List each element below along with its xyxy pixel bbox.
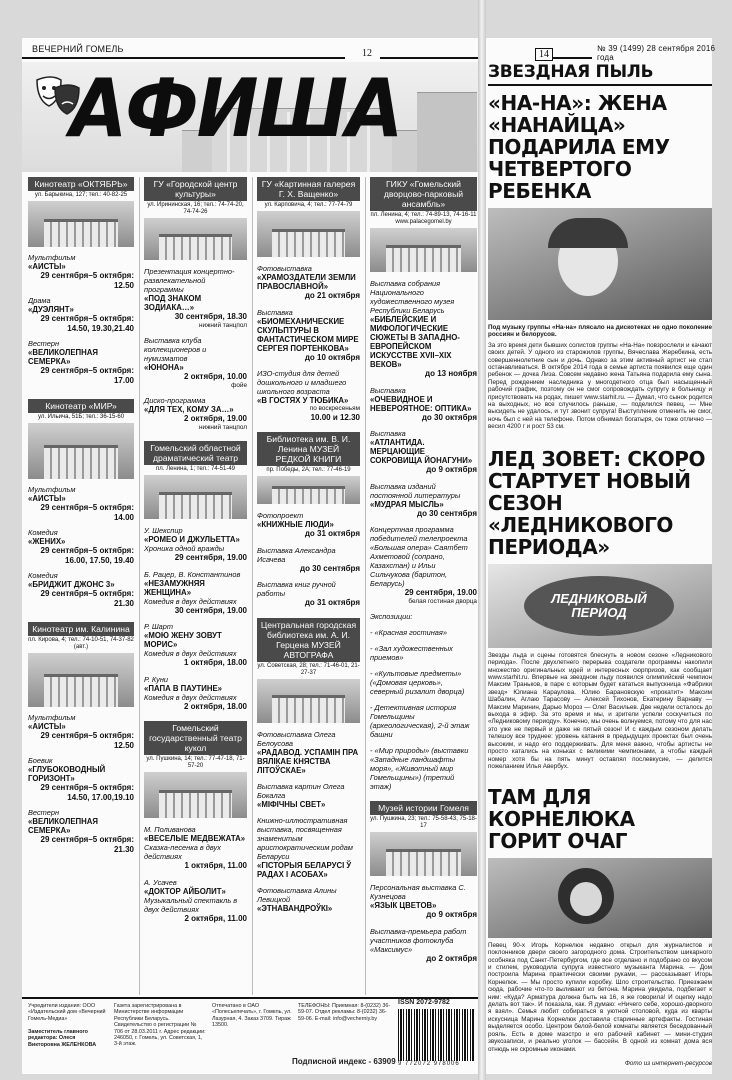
venue-address: ул. Пушкина, 14; тел.: 77-47-18, 71-57-20 — [146, 756, 245, 769]
exposition-item: - «Культовые предметы» («Домовая церковь», северный ризалит дворца) — [370, 669, 465, 696]
issn: ISSN 2072-9782 — [398, 999, 450, 1006]
venue-header: Гомельский областной драматический театр — [144, 441, 247, 465]
right-page — [488, 62, 712, 1067]
event: Б. Рацер, В. Константинов «НЕЗАМУЖНЯЯ ЖЕНЩИНА» Комедия в двух действиях 30 сентября, 19.00 — [144, 569, 247, 615]
event: Р. Куни «ПАПА В ПАУТИНЕ» Комедия в двух действиях 2 октября, 18.00 — [144, 674, 247, 711]
event: Выставка Александра Исачева до 30 сентября — [257, 545, 360, 573]
event: Комедия «БРИДЖИТ ДЖОНС 3» 29 сентября–5 октября: 21.30 — [28, 571, 134, 608]
event: Вестерн «ВЕЛИКОЛЕПНАЯ СЕМЕРКА» 29 сентября–5 октября: 21.30 — [28, 808, 134, 854]
event: Мультфильм «АИСТЫ» 29 сентября–5 октября: 12.50 — [28, 253, 134, 290]
event: Р. Шарт «МОЮ ЖЕНУ ЗОВУТ МОРИС» Комедия в двух действиях 1 октября, 18.00 — [144, 622, 247, 667]
event: У. Шекспир «РОМЕО И ДЖУЛЬЕТТА» Хроника одной вражды 29 сентября, 19.00 — [144, 526, 247, 562]
header-rule-left — [22, 57, 345, 59]
venue-header: Центральная городская библиотека им. А. И. Герцена МУЗЕЙ АВТОГРАФА — [257, 618, 360, 662]
article-headline: «НА-НА»: ЖЕНА «НАНАЙЦА» ПОДАРИЛА ЕМУ ЧЕТВЕРТОГО РЕБЕНКА — [488, 91, 670, 203]
venue-address: ул. Карповича, 4; тел.: 77-74-79 — [264, 202, 353, 208]
event: Выставка собрания Национального художественного музея Республики Беларусь «БИБЛЕЙСКИЕ И МИФОЛОГИЧЕСКИЕ СЮЖЕТЫ В ЗАПАДНО-ЕВРОПЕЙСКОМ ИСКУССТВЕ XVII–XIX ВЕКОВ» до 13 ноября — [370, 279, 477, 378]
barcode-icon — [398, 1009, 474, 1061]
venue-photo — [257, 211, 360, 257]
event: Мультфильм «АИСТЫ» 29 сентября–5 октября: 12.50 — [28, 713, 134, 750]
rubric-title: ЗВЕЗДНАЯ ПЫЛЬ — [488, 62, 654, 82]
photo-caption: Под музыку группы «На-на» плясало на дискотеках не одно поколение россиян и белорусов. — [488, 324, 712, 339]
article-headline: ТАМ ДЛЯ КОРНЕЛЮКА ГОРИТ ОЧАГ — [488, 784, 635, 853]
founders: Учредители издания: ООО «Издательский дом «Вечерний Гомель-Медиа» — [28, 1003, 106, 1022]
venue-photo — [28, 201, 134, 247]
venue-address: пл. Ленина, 4; тел.: 74-89-13, 74-16-11 www.palacegomel.by — [370, 212, 477, 225]
venue-header: Музей истории Гомеля — [370, 801, 477, 815]
venue-photo — [257, 679, 360, 723]
show-logo — [488, 564, 712, 648]
venue-photo — [144, 218, 247, 260]
exposition-item: - «Мир природы» (выставки «Западные ландшафты моря», «Животный мир Гомельщины») (третий этаж) — [370, 746, 469, 791]
venue-photo — [370, 228, 477, 272]
event: Комедия «ЖЕНИХ» 29 сентября–5 октября: 16.00, 17.50, 19.40 — [28, 528, 134, 565]
article-body: За это время дети бывших солистов группы «На-На» повзрослели и качают своих детей. У одного из старожилов группы, Вячеслава Жеребкина, есть совершеннолетние сын и дочь. Однако за этим активный артист не стал останавливаться. В октябре 2014 года в семье артиста появился еще один ребенок — дочка Лиза. Совсем недавно жена Татьяна подарила ему сына. Перед рождением наследника у многодетного отца был насыщенный рабочий график, поэтому он не смог сопровождать супругу в больницу и присутствовать на родах, пишет www.starhit.ru. — Думал, что сынок родится на выходных, но все случилось раньше, — поделился певец. — Мне высидеть не удалось, и тут звонит супруга! Выступление отменить не смог, ночь был с ней на телефоне. Потом обнимал богатыря, он тоже отлично — весил 4200 г и рост 53 см. — [488, 341, 712, 431]
print-info: Отпечатано в ОАО «Полесьепечать», г. Гомель, ул. Лазурная, 4. Заказ 3709. Тираж 13500. — [212, 1003, 292, 1029]
expositions-label: Экспозиции: — [370, 612, 413, 621]
venue-address: пл. Кирова, 4; тел.: 74-10-51, 74-37-82 (авт.) — [28, 637, 134, 650]
registration: Газета зарегистрирована в Министерстве информации Республики Беларусь. Свидетельство о регистрации № 706 от 28.03.2011 г. Адрес редакции: 246050, г. Гомель, ул. Советская, 1, 3-й этаж. — [114, 1003, 206, 1048]
event: Выставка клуба коллекционеров и нумизматов «ЮНОНА» 2 октября, 10.00 фойе — [144, 336, 247, 389]
event: Фотовыставка Олега Белоусова «РАДАВОД. УСПАМІН ПРА ВЯЛІКАЕ КНЯСТВА ЛІТОЎСКАЕ» — [257, 729, 359, 775]
singer-photo — [488, 208, 712, 320]
event: А. Усачев «ДОКТОР АЙБОЛИТ» Музыкальный спектакль в двух действиях 2 октября, 11.00 — [144, 877, 247, 923]
event: Фотопроект «КНИЖНЫЕ ЛЮДИ» до 31 октября — [257, 511, 360, 538]
exposition-item: - «Красная гостиная» — [370, 628, 447, 637]
event: М. Поливанова «ВЕСЕЛЫЕ МЕДВЕЖАТА» Сказка-песенка в двух действиях 1 октября, 11.00 — [144, 825, 247, 870]
event: Книжно-иллюстративная выставка, посвященная знаменитым аристократическим родам Беларуси «ГІСТОРЫЯ БЕЛАРУСІ Ў РАДАХ І АСОБАХ» — [257, 815, 353, 879]
event: Персональная выставка С. Кузнецова «ЯЗЫК ЦВЕТОВ» до 9 октября — [370, 883, 477, 919]
column-gallery-library — [252, 177, 360, 995]
event: Выставка изданий постоянной литературы «МУДРАЯ МЫСЛЬ» до 30 сентября — [370, 481, 477, 518]
phones: ТЕЛЕФОНЫ: Приемная: 8-(0232) 36-59-07. Отдел рекламы: 8-(0232) 36-59-06. E-mail: info@vecherniy.by — [298, 1003, 391, 1022]
venue-header: Кинотеатр им. Калинина — [28, 622, 134, 636]
listings-grid — [22, 177, 478, 995]
deputy-editor: Заместитель главного редактора: Олеся Викторовна ЖЕЛЕНКОВА — [28, 1029, 97, 1048]
venue-header: Библиотека им. В. И. Ленина МУЗЕЙ РЕДКОЙ КНИГИ — [257, 432, 360, 466]
venue-photo — [28, 423, 134, 479]
event: Фотовыставка Алины Левицкой «ЭТНАВАНДРОЎКІ» — [257, 885, 337, 913]
event: Выставка картин Олега Бокалга «МІФІЧНЫ СВЕТ» — [257, 781, 345, 809]
exposition-item: - «Зал художественных приемов» — [370, 644, 453, 662]
subscription-index: Подписной индекс - 63909 — [292, 1057, 396, 1066]
event: Боевик «ГЛУБОКОВОДНЫЙ ГОРИЗОНТ» 29 сентября–5 октября: 14.50, 17.00,19.10 — [28, 756, 134, 802]
venue-header: Гомельский государственный театр кукол — [144, 721, 247, 755]
venue-address: ул. Пушкина, 23; тел.: 75-58-43, 75-18-17 — [370, 816, 477, 829]
event: Выставка книг ручной работы до 31 октября — [257, 580, 360, 607]
event: Драма «ДУЭЛЯНТ» 29 сентября–5 октября: 14.50, 19.30,21.40 — [28, 296, 134, 333]
page-number-right: 14 — [535, 48, 553, 61]
article-headline: ЛЕД ЗОВЕТ: СКОРО СТАРТУЕТ НОВЫЙ СЕЗОН «ЛЕДНИКОВОГО ПЕРИОДА» — [488, 446, 706, 559]
event: Концертная программа победителей телепроекта «Большая опера» Саятбет Ахметовой (сопрано, Казахстан) и Ильи Сильчукова (баритон, Беларусь) 29 сентября, 19.00 белая гостиная дворца — [370, 525, 477, 605]
photo-credit: Фото из интернет-ресурсов — [624, 1059, 712, 1067]
venue-header: ГУ «Картинная галерея Г. Х. Ващенко» — [257, 177, 360, 201]
event: Вестерн «ВЕЛИКОЛЕПНАЯ СЕМЕРКА» 29 сентября–5 октября: 17.00 — [28, 339, 134, 385]
event: ИЗО-студия для детей дошкольного и младшего школьного возраста «В ГОСТЯХ У ТЮБИКА» по воскресеньям 10.00 и 12.30 — [257, 369, 360, 422]
page-number-left: 12 — [362, 48, 372, 59]
event: Выставка «ОЧЕВИДНОЕ И НЕВЕРОЯТНОЕ: ОПТИКА» до 30 октября — [370, 385, 477, 422]
event: Выставка-премьера работ участников фотоклуба «Максимус» до 2 октября — [370, 926, 477, 963]
event: Диско-программа «ДЛЯ ТЕХ, КОМУ ЗА…» 2 октября, 19.00 нижний танцпол — [144, 396, 247, 431]
imprint-footer — [22, 997, 478, 1073]
venue-header: ГУ «Городской центр культуры» — [144, 177, 247, 201]
article-body: Певец 90-х Игорь Корнелюк недавно открыл для журналистов и поклонников двери своего загородного дома. Строительством шикарного особняка под Санкт-Петербургом, где все отделано и подобрано со вкусом и стилем, руководила супруга известного музыканта Марина. — Дом построила Марина практически своими руками, — рассказывает Игорь Корнелюк. — Мы просто купили коробку. Шло строительство. Приезжаем сюда, рабочие что-то выливают из бетона. Марина увидела, подбегает к ним: «Куда? Арматура должна быть на 16, я же говорила! И оцепку надо делать вот так». И показала, как. Я думаю: «Ничего себе, хорошо-дворного я взял». Семья любит собираться в уютной столовой, куда из кварты искусница Марина Корнелюк доставила старинные артефакты. Гостиная выделяется особо. Центром белой-белой комнаты является беседованный рояль. Есть в доме маэстро и его рабочий кабинет — мини-студия звукозаписи, и реально уголок — бассейн. В одной из комнат дома вся отнюдь не скромные иконами. — [488, 941, 712, 1053]
column-palace-museum — [365, 177, 477, 995]
venue-address: ул. Барыкина, 127; тел.: 40-82-25 — [34, 192, 128, 198]
venue-header: Кинотеатр «МИР» — [28, 399, 134, 413]
barcode-number: 9 772072 978006 — [398, 1061, 460, 1067]
venue-photo — [144, 475, 247, 519]
masthead-left: ВЕЧЕРНИЙ ГОМЕЛЬ — [32, 44, 124, 54]
header-rule-right — [552, 57, 592, 59]
venue-header: ГИКУ «Гомельский дворцово-парковый ансамбль» — [370, 177, 477, 211]
issue-info: № 39 (1499) 28 сентября 2016 года — [597, 44, 716, 62]
column-cinemas — [28, 177, 134, 995]
venue-header: Кинотеатр «ОКТЯБРЬ» — [28, 177, 134, 191]
venue-address: ул. Советская, 28; тел.: 71-46-01, 21-27-37 — [257, 662, 360, 676]
rubric-rule — [488, 84, 712, 86]
event: Презентация концертно-развлекательной программы «ПОД ЗНАКОМ ЗОДИАКА…» 30 сентября, 18.30 нижний танцпол — [144, 267, 247, 329]
show-logo-text: ЛЕДНИКОВЫЙ ПЕРИОД — [524, 576, 674, 636]
venue-address: ул. Ирининская, 16; тел.: 74-74-20, 74-74-26 — [147, 202, 244, 215]
article-body: Звезды льда и сцены готовятся блеснуть в новом сезоне «Ледникового периода». После двухлетнего перерыва создатели программы накопили множество оригинальных идей и интересных сюрпризов, как сообщает www.starhit.ru. Впервые на звездном льду появился олимпийский чемпион Максим Траньков, в паре с которым будет кататься выпускница «Фабрики звезд» Юлиана Караулова. Юлию Барановскую «прокатит» Максим Шабалин, Аглаю Тарасову — Алексей Тихонов, Екатерину Варнаву — Максим Маринин, Дарью Мороз — Олег Васильев. Две недели осталось до выхода в эфир. За это время и мы, и зрители успели соскучиться по «Ледниковому периоду». Конечно, мы очень волнуемся, потому что для нас это уже не первый и даже не пятый сезон! И с каждым сезоном делать телешоу все труднее: уровень катания в предыдущих проектах был очень высоким, и надо его поддерживать. Для меня важно, чтобы артисты не просто катались на коньках с великими чемпионами, а чтобы каждый номер хотя бы на пять минут оставлял послевкусие, — делится пожеланием Илья Авербух. — [488, 651, 712, 770]
event: Выставка «АТЛАНТИДА. МЕРЦАЮЩИЕ СОКРОВИЩА ЙОНАГУНИ» до 9 октября — [370, 429, 477, 474]
section-title: АФИША — [70, 62, 402, 156]
exposition-item: - Детективная история Гомельщины (археологическая), 2-й этаж башни — [370, 703, 470, 739]
event: Мультфильм «АИСТЫ» 29 сентября–5 октября: 14.00 — [28, 485, 134, 522]
venue-photo — [370, 832, 477, 876]
musician-photo — [488, 858, 712, 938]
venue-photo — [257, 476, 360, 504]
venue-address: ул. Ильича, 51Б; тел.: 36-15-60 — [37, 414, 125, 420]
event: Фотовыставка «ХРАМОЗДАТЕЛИ ЗЕМЛИ ПРАВОСЛАВНОЙ» до 21 октября — [257, 264, 360, 300]
venue-address: пл. Ленина, 1; тел.: 74-51-49 — [155, 466, 236, 472]
venue-photo — [144, 772, 247, 818]
venue-photo — [28, 653, 134, 707]
page-fold — [478, 0, 486, 1080]
column-culture-centre — [139, 177, 247, 995]
event: Выставка «БИОМЕХАНИЧЕСКИЕ СКУЛЬПТУРЫ В ФАНТАСТИЧЕСКОМ МИРЕ СЕРГЕЯ ПОРТЕНКОВА» до 10 октября — [257, 307, 360, 362]
venue-address: пр. Победы, 2А; тел.: 77-46-19 — [266, 467, 351, 473]
header-rule-mid — [380, 57, 478, 59]
